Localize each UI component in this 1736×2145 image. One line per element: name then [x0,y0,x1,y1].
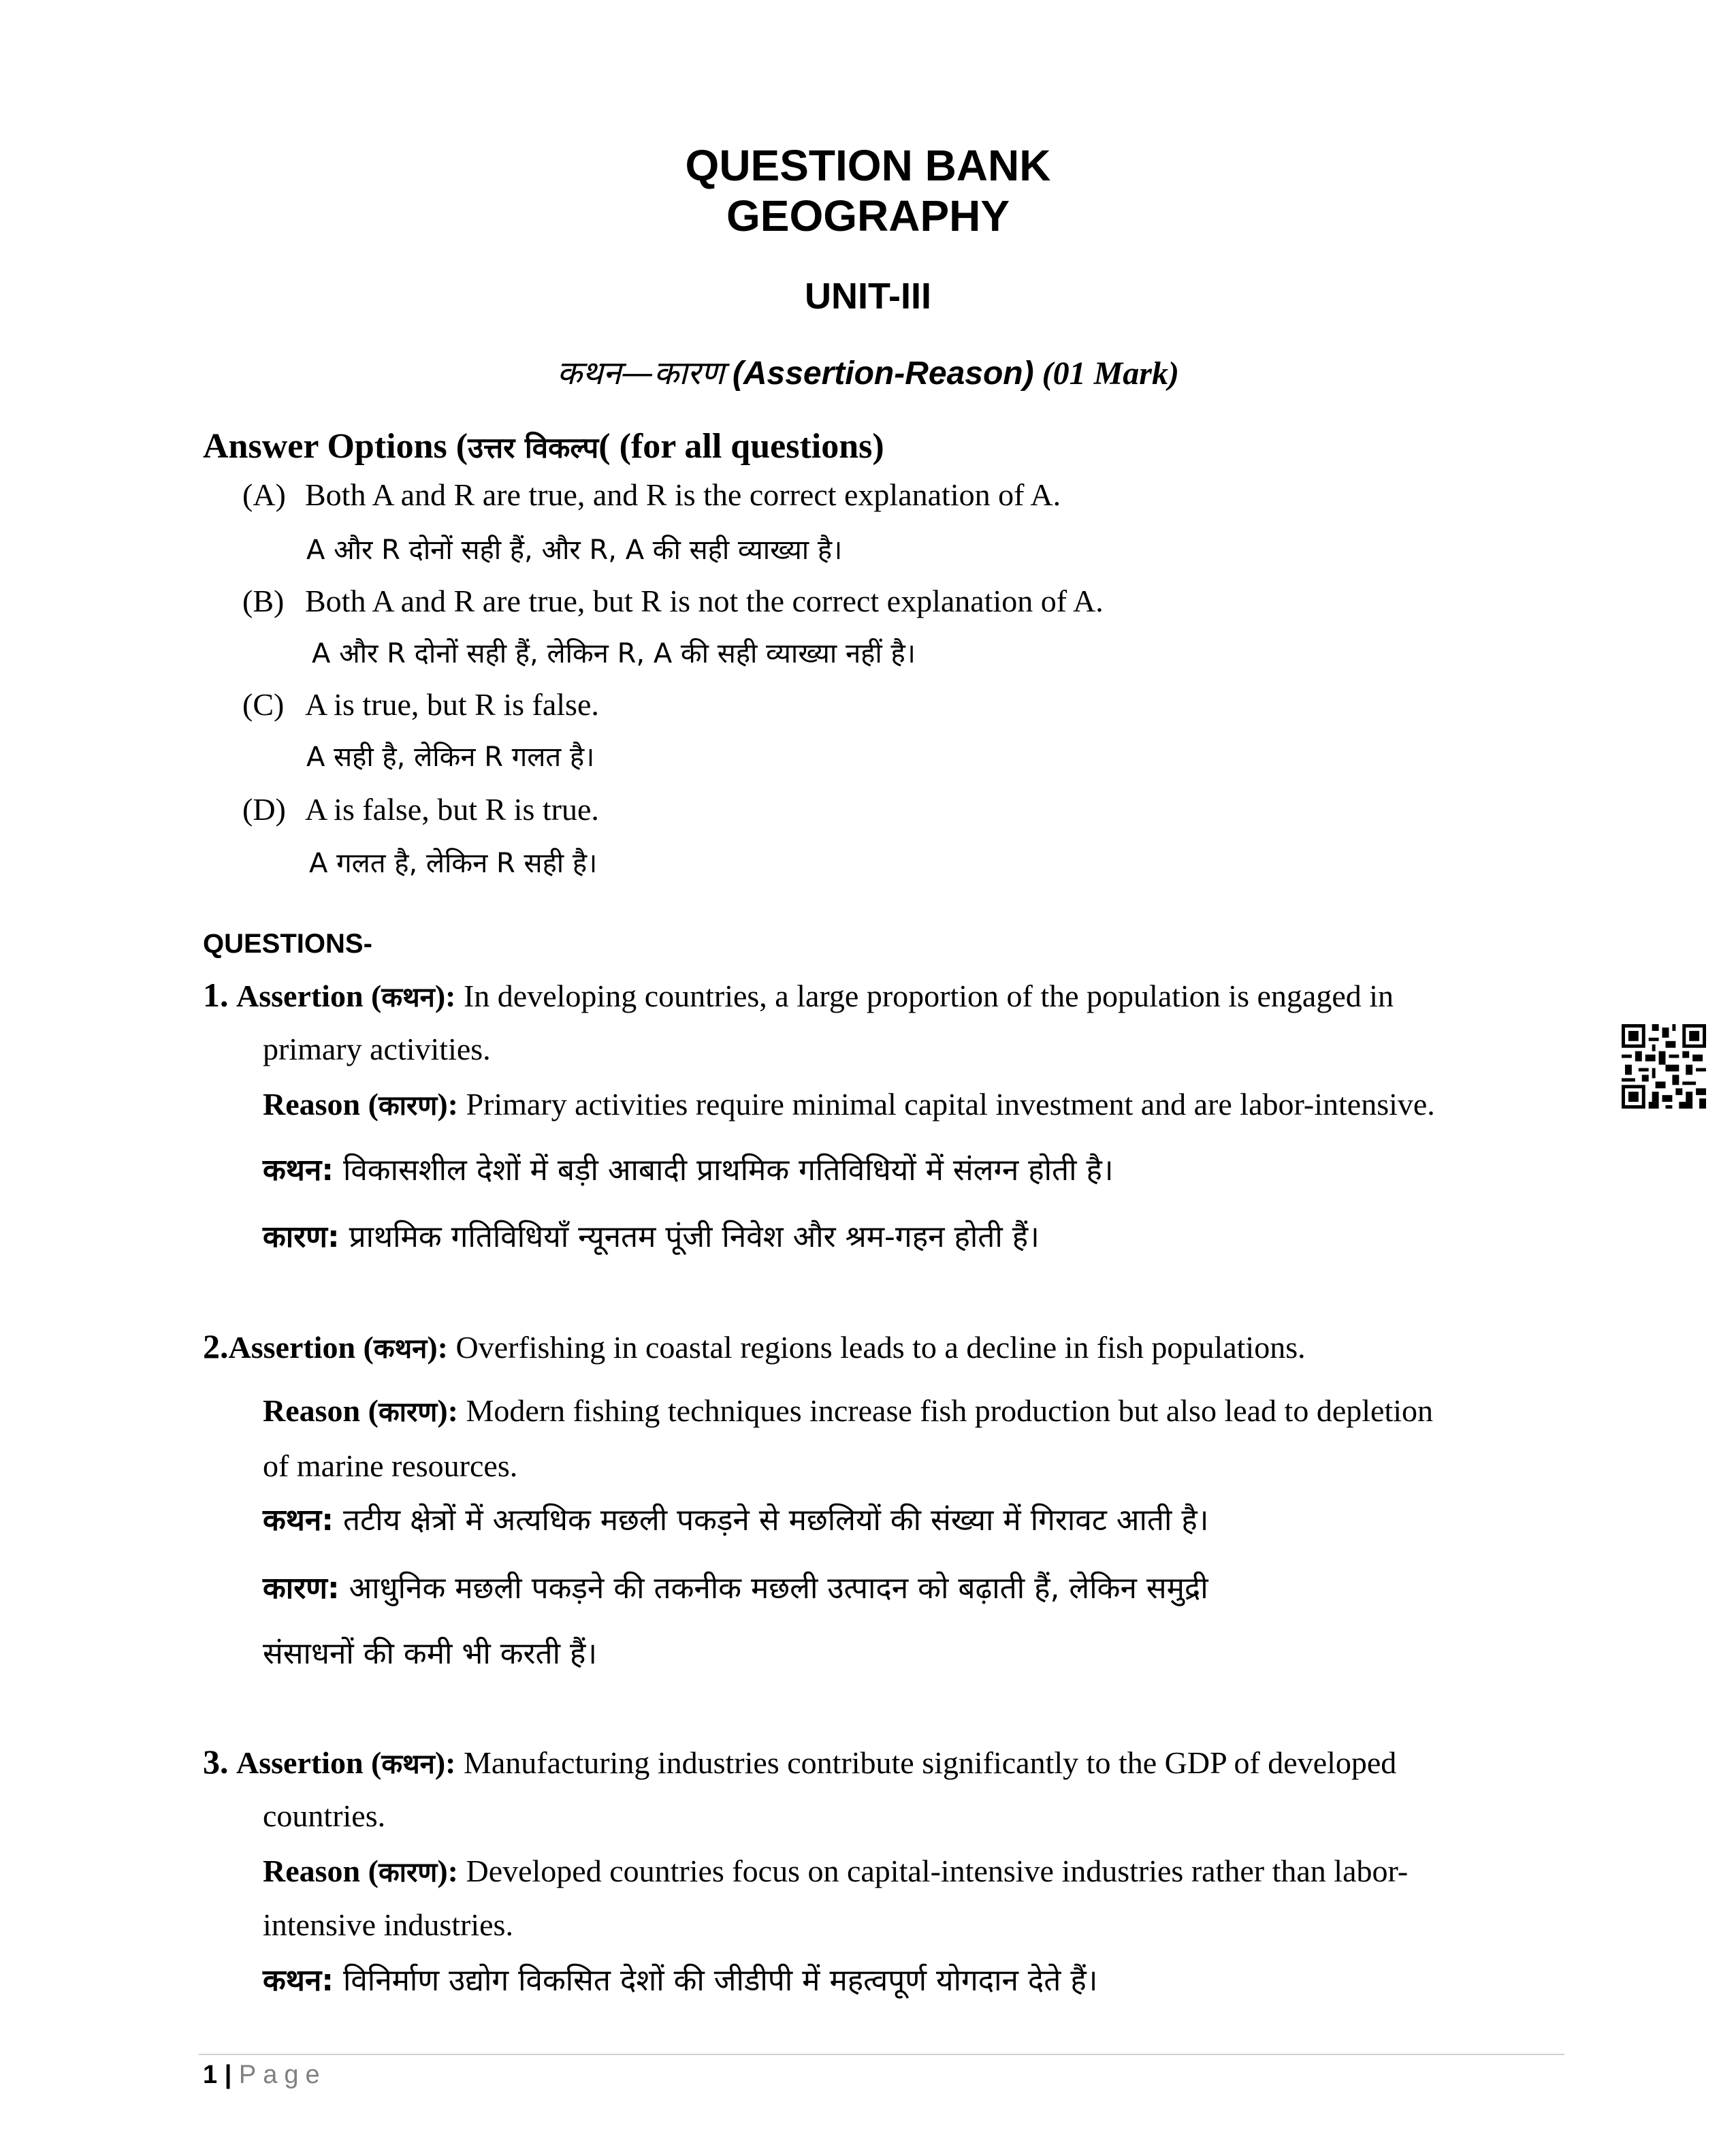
label-close: ): [437,1393,458,1428]
kathan-text: विकासशील देशों में बड़ी आबादी प्राथमिक गतिविधियों में संलग्न होती है। [342,1153,1114,1188]
answer-options-heading-prefix: Answer Options ( [203,427,468,466]
assertion-text: Manufacturing industries contribute significantly to the GDP of developed [463,1745,1397,1780]
reason-label: Reason ( [263,1087,379,1122]
answer-options-heading [203,426,884,466]
option-c-hindi: A सही है, लेकिन R गलत है। [306,742,595,773]
answer-options-heading-hindi: उत्तर विकल्प [468,431,599,464]
karan-label: कारण: [263,1220,340,1254]
option-b-hindi: A और R दोनों सही हैं, लेकिन R, A की सही व्याख्या नहीं है। [312,638,916,669]
option-label: (C) [242,687,285,722]
question-3-assertion-cont: countries. [263,1798,386,1833]
question-2-karan-hindi [263,1566,1208,1607]
footer-separator: | [224,2061,232,2089]
label-close: ): [427,1330,448,1365]
karan-text: प्राथमिक गतिविधियाँ न्यूनतम पूंजी निवेश और श्रम-गहन होती हैं। [349,1220,1040,1254]
label-close: ): [437,1854,458,1888]
question-2-karan-hindi-cont: संसाधनों की कमी भी करती हैं। [263,1636,598,1671]
karan-label: कारण: [263,1571,340,1606]
subtitle [0,350,1736,394]
question-2-reason-cont: of marine resources. [263,1448,518,1483]
reason-label-hindi: कारण [378,1857,438,1888]
option-label: (B) [242,584,285,618]
subtitle-hindi: कथन—कारण [557,354,724,392]
option-d [242,791,599,827]
option-text: A is true, but R is false. [305,687,599,722]
assertion-label-hindi: कथन [381,1749,435,1780]
reason-label: Reason ( [263,1854,379,1888]
option-text: Both A and R are true, but R is not the correct explanation of A. [305,584,1104,618]
reason-text: Primary activities require minimal capital investment and are labor-intensive. [466,1087,1435,1122]
option-label: (D) [242,792,286,827]
assertion-label: Assertion ( [236,1745,382,1780]
kathan-text: तटीय क्षेत्रों में अत्यधिक मछली पकड़ने से मछलियों की संख्या में गिरावट आती है। [342,1503,1209,1538]
title-line-2: GEOGRAPHY [726,191,1010,240]
question-2-kathan-hindi [263,1498,1208,1539]
question-number: 2. [203,1327,229,1365]
question-1-assertion-cont: primary activities. [263,1032,491,1066]
kathan-label: कथन: [263,1503,334,1538]
question-1-kathan-hindi [263,1148,1114,1189]
assertion-text: Overfishing in coastal regions leads to a decline in fish populations. [455,1330,1306,1365]
title-line-1: QUESTION BANK [685,141,1051,190]
option-c [242,686,599,722]
reason-text: Modern fishing techniques increase fish production but also lead to depletion [466,1393,1434,1428]
qr-code-icon [1622,1024,1706,1109]
reason-text: Developed countries focus on capital-intensive industries rather than labor- [466,1854,1409,1888]
question-1-reason [263,1085,1435,1123]
label-close: ): [437,1087,458,1122]
subtitle-mark: (01 Mark) [1042,355,1179,392]
answer-options-heading-suffix: ( (for all questions) [598,427,884,466]
option-d-hindi: A गलत है, लेकिन R सही है। [309,848,598,879]
option-a-hindi: A और R दोनों सही हैं, और R, A की सही व्याख्या है। [306,535,843,566]
option-a [242,477,1061,513]
question-3-assertion [203,1742,1396,1781]
option-b [242,583,1104,619]
question-2-assertion [203,1326,1306,1366]
assertion-label-hindi: कथन [373,1333,428,1365]
unit-heading: UNIT-III [805,276,931,317]
subtitle-english: (Assertion-Reason) [732,355,1034,392]
kathan-text: विनिर्माण उद्योग विकसित देशों की जीडीपी में महत्वपूर्ण योगदान देते हैं। [342,1963,1098,1998]
reason-label-hindi: कारण [378,1090,438,1122]
reason-label-hindi: कारण [378,1397,438,1428]
page-number: 1 [203,2061,218,2089]
page-label: Page [238,2061,327,2089]
assertion-label: Assertion ( [236,979,382,1013]
label-close: ): [434,979,456,1013]
reason-label: Reason ( [263,1393,379,1428]
question-2-reason [263,1392,1433,1429]
question-number: 1. [203,976,229,1014]
kathan-label: कथन: [263,1963,334,1998]
label-close: ): [434,1745,456,1780]
assertion-label: Assertion ( [228,1330,374,1365]
question-1-karan-hindi [263,1215,1040,1256]
question-3-reason [263,1852,1408,1890]
question-3-reason-cont: intensive industries. [263,1907,513,1942]
assertion-label-hindi: कथन [381,982,435,1013]
footer-divider [199,2054,1564,2055]
assertion-text: In developing countries, a large proportion of the population is engaged in [463,979,1394,1013]
question-3-kathan-hindi [263,1958,1097,1999]
option-label: (A) [242,477,286,512]
question-1-assertion [203,975,1394,1015]
questions-heading: QUESTIONS- [203,929,372,959]
page-footer [203,2061,327,2090]
option-text: Both A and R are true, and R is the correct explanation of A. [305,477,1061,512]
karan-text: आधुनिक मछली पकड़ने की तकनीक मछली उत्पादन को बढ़ाती हैं, लेकिन समुद्री [349,1571,1208,1606]
kathan-label: कथन: [263,1153,334,1188]
option-text: A is false, but R is true. [305,792,599,827]
question-number: 3. [203,1743,229,1781]
